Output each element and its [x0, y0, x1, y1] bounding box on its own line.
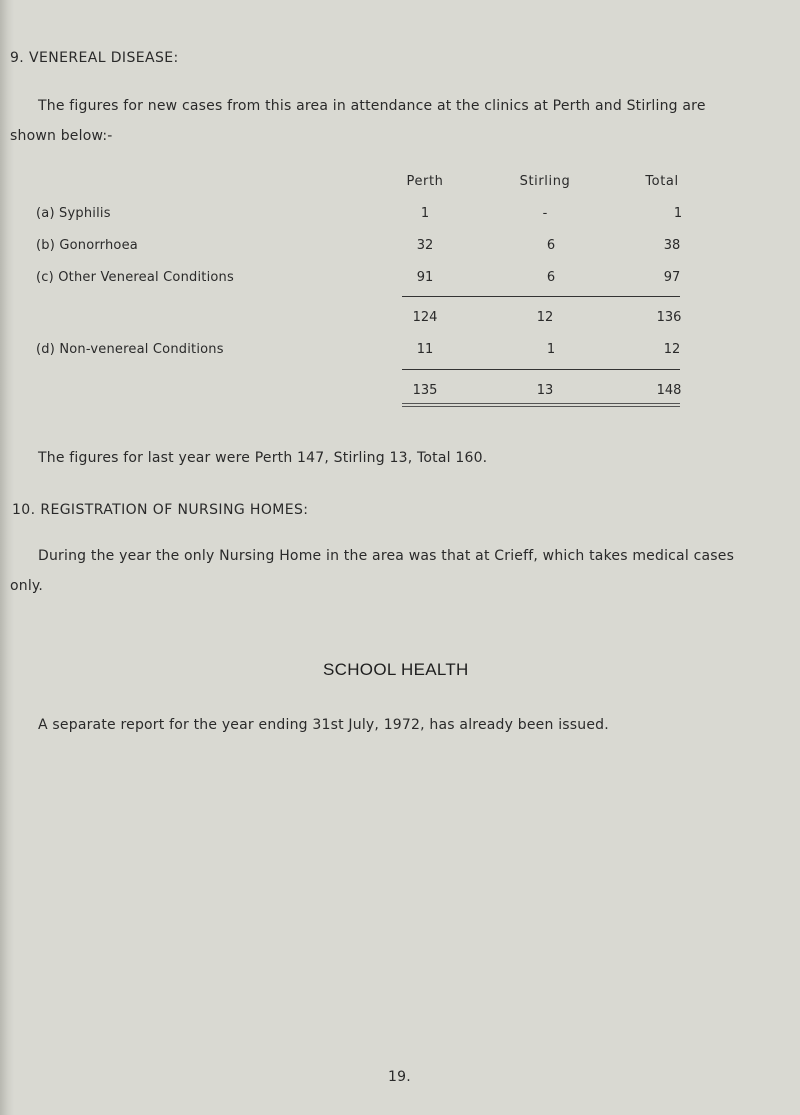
double-underline-bottom: [402, 406, 680, 407]
double-underline-top: [402, 403, 680, 404]
row-b-perth: 32: [416, 238, 434, 253]
column-header-total: Total: [645, 174, 679, 189]
subtotal-perth: 124: [412, 310, 438, 325]
subtotal-total: 136: [656, 310, 682, 325]
row-b-total: 38: [663, 238, 681, 253]
section-10-line-2: only.: [10, 578, 44, 594]
section-9-intro-line-1: The figures for new cases from this area in attendance at the clinics at Perth and Stirling are: [38, 98, 706, 114]
grand-total-rule: [402, 369, 680, 370]
grand-total-total: 148: [656, 383, 682, 398]
last-year-figures: The figures for last year were Perth 147, Stirling 13, Total 160.: [38, 450, 488, 466]
row-c-perth: 91: [416, 270, 434, 285]
school-health-title: SCHOOL HEALTH: [323, 660, 469, 679]
subtotal-stirling: 12: [536, 310, 554, 325]
grand-total-perth: 135: [412, 383, 438, 398]
row-a-stirling: -: [542, 206, 548, 221]
section-10-line-1: During the year the only Nursing Home in the area was that at Crieff, which takes medical cases: [38, 548, 735, 564]
row-b-stirling: 6: [546, 238, 556, 253]
page-edge-shadow: [0, 0, 14, 1115]
row-a-label: (a) Syphilis: [36, 206, 111, 221]
column-header-perth: Perth: [406, 174, 444, 189]
row-c-total: 97: [663, 270, 681, 285]
row-d-label: (d) Non-venereal Conditions: [36, 342, 224, 357]
row-d-stirling: 1: [546, 342, 556, 357]
section-9-intro-line-2: shown below:-: [10, 128, 113, 144]
row-a-total: 1: [673, 206, 683, 221]
row-a-perth: 1: [420, 206, 430, 221]
grand-total-stirling: 13: [536, 383, 554, 398]
row-b-label: (b) Gonorrhoea: [36, 238, 138, 253]
subtotal-rule: [402, 296, 680, 297]
row-c-label: (c) Other Venereal Conditions: [36, 270, 234, 285]
row-d-perth: 11: [416, 342, 434, 357]
section-10-heading: 10. REGISTRATION OF NURSING HOMES:: [12, 502, 309, 518]
page-number: 19.: [388, 1069, 411, 1085]
school-health-text: A separate report for the year ending 31st July, 1972, has already been issued.: [38, 717, 609, 733]
row-d-total: 12: [663, 342, 681, 357]
column-header-stirling: Stirling: [519, 174, 571, 189]
section-9-heading: 9. VENEREAL DISEASE:: [10, 50, 179, 66]
row-c-stirling: 6: [546, 270, 556, 285]
